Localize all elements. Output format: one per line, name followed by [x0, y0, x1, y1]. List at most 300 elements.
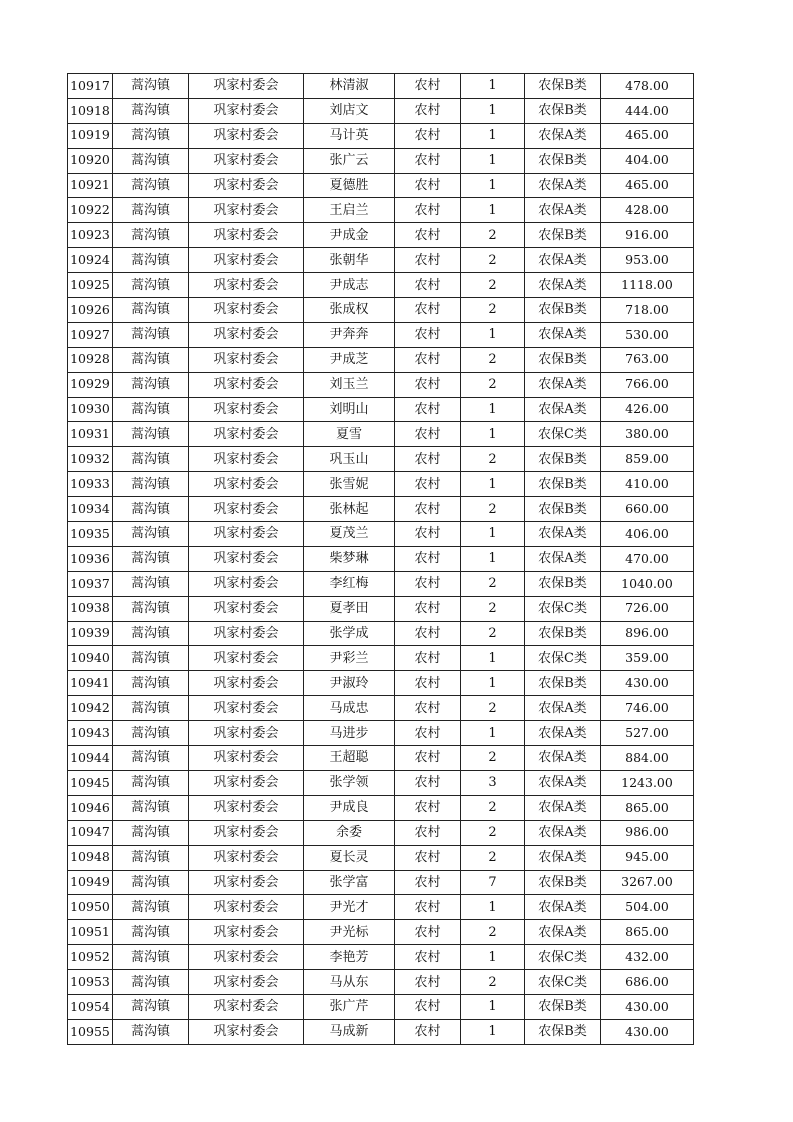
amount-cell: 3267.00 [601, 870, 694, 895]
village-committee-cell: 巩家村委会 [189, 596, 304, 621]
person-name-cell: 王启兰 [304, 198, 395, 223]
village-committee-cell: 巩家村委会 [189, 546, 304, 571]
table-row [68, 173, 694, 198]
row-id-cell: 10937 [68, 571, 113, 596]
household-type-cell: 农村 [395, 870, 461, 895]
household-size-cell: 1 [461, 198, 525, 223]
household-type-cell: 农村 [395, 845, 461, 870]
household-size-cell: 2 [461, 571, 525, 596]
insurance-category-cell: 农保B类 [525, 994, 601, 1019]
insurance-category-cell: 农保C类 [525, 970, 601, 995]
person-name-cell: 张成权 [304, 298, 395, 323]
household-type-cell: 农村 [395, 422, 461, 447]
household-type-cell: 农村 [395, 74, 461, 99]
town-cell: 蒿沟镇 [113, 746, 189, 771]
amount-cell: 465.00 [601, 123, 694, 148]
household-type-cell: 农村 [395, 994, 461, 1019]
row-id-cell: 10953 [68, 970, 113, 995]
person-name-cell: 尹奔奔 [304, 322, 395, 347]
amount-cell: 426.00 [601, 397, 694, 422]
person-name-cell: 张学成 [304, 621, 395, 646]
town-cell: 蒿沟镇 [113, 497, 189, 522]
row-id-cell: 10946 [68, 795, 113, 820]
village-committee-cell: 巩家村委会 [189, 123, 304, 148]
amount-cell: 859.00 [601, 447, 694, 472]
table-row [68, 596, 694, 621]
person-name-cell: 马成新 [304, 1019, 395, 1044]
table-row [68, 994, 694, 1019]
household-type-cell: 农村 [395, 223, 461, 248]
insurance-category-cell: 农保A类 [525, 820, 601, 845]
table-row [68, 74, 694, 99]
town-cell: 蒿沟镇 [113, 770, 189, 795]
village-committee-cell: 巩家村委会 [189, 447, 304, 472]
table-row [68, 347, 694, 372]
row-id-cell: 10949 [68, 870, 113, 895]
row-id-cell: 10936 [68, 546, 113, 571]
household-size-cell: 1 [461, 522, 525, 547]
town-cell: 蒿沟镇 [113, 721, 189, 746]
town-cell: 蒿沟镇 [113, 322, 189, 347]
town-cell: 蒿沟镇 [113, 820, 189, 845]
town-cell: 蒿沟镇 [113, 372, 189, 397]
amount-cell: 504.00 [601, 895, 694, 920]
town-cell: 蒿沟镇 [113, 970, 189, 995]
village-committee-cell: 巩家村委会 [189, 422, 304, 447]
household-type-cell: 农村 [395, 372, 461, 397]
village-committee-cell: 巩家村委会 [189, 571, 304, 596]
insurance-category-cell: 农保B类 [525, 621, 601, 646]
row-id-cell: 10938 [68, 596, 113, 621]
amount-cell: 746.00 [601, 696, 694, 721]
table-row [68, 223, 694, 248]
person-name-cell: 尹成良 [304, 795, 395, 820]
person-name-cell: 尹淑玲 [304, 671, 395, 696]
person-name-cell: 刘玉兰 [304, 372, 395, 397]
amount-cell: 430.00 [601, 1019, 694, 1044]
person-name-cell: 林清淑 [304, 74, 395, 99]
town-cell: 蒿沟镇 [113, 148, 189, 173]
row-id-cell: 10926 [68, 298, 113, 323]
household-type-cell: 农村 [395, 621, 461, 646]
insurance-category-cell: 农保A类 [525, 795, 601, 820]
person-name-cell: 马成忠 [304, 696, 395, 721]
row-id-cell: 10924 [68, 248, 113, 273]
person-name-cell: 张朝华 [304, 248, 395, 273]
household-type-cell: 农村 [395, 98, 461, 123]
row-id-cell: 10931 [68, 422, 113, 447]
table-row [68, 546, 694, 571]
town-cell: 蒿沟镇 [113, 795, 189, 820]
table-row [68, 696, 694, 721]
village-committee-cell: 巩家村委会 [189, 273, 304, 298]
household-size-cell: 1 [461, 98, 525, 123]
person-name-cell: 张学领 [304, 770, 395, 795]
row-id-cell: 10947 [68, 820, 113, 845]
village-committee-cell: 巩家村委会 [189, 372, 304, 397]
table-row [68, 770, 694, 795]
table-row [68, 945, 694, 970]
village-committee-cell: 巩家村委会 [189, 472, 304, 497]
household-size-cell: 1 [461, 148, 525, 173]
household-size-cell: 2 [461, 248, 525, 273]
person-name-cell: 夏孝田 [304, 596, 395, 621]
row-id-cell: 10934 [68, 497, 113, 522]
village-committee-cell: 巩家村委会 [189, 820, 304, 845]
table-row [68, 123, 694, 148]
person-name-cell: 张广芹 [304, 994, 395, 1019]
household-type-cell: 农村 [395, 447, 461, 472]
amount-cell: 1243.00 [601, 770, 694, 795]
insurance-category-cell: 农保A类 [525, 920, 601, 945]
household-type-cell: 农村 [395, 123, 461, 148]
table-row [68, 895, 694, 920]
town-cell: 蒿沟镇 [113, 198, 189, 223]
table-row [68, 447, 694, 472]
row-id-cell: 10932 [68, 447, 113, 472]
village-committee-cell: 巩家村委会 [189, 298, 304, 323]
household-type-cell: 农村 [395, 273, 461, 298]
person-name-cell: 刘店文 [304, 98, 395, 123]
village-committee-cell: 巩家村委会 [189, 347, 304, 372]
table-row [68, 298, 694, 323]
person-name-cell: 刘明山 [304, 397, 395, 422]
amount-cell: 430.00 [601, 994, 694, 1019]
table-row [68, 273, 694, 298]
village-committee-cell: 巩家村委会 [189, 248, 304, 273]
village-committee-cell: 巩家村委会 [189, 994, 304, 1019]
household-size-cell: 1 [461, 74, 525, 99]
row-id-cell: 10933 [68, 472, 113, 497]
row-id-cell: 10942 [68, 696, 113, 721]
town-cell: 蒿沟镇 [113, 74, 189, 99]
table-row [68, 970, 694, 995]
amount-cell: 945.00 [601, 845, 694, 870]
household-type-cell: 农村 [395, 298, 461, 323]
person-name-cell: 马进步 [304, 721, 395, 746]
household-size-cell: 2 [461, 372, 525, 397]
amount-cell: 410.00 [601, 472, 694, 497]
insurance-category-cell: 农保A类 [525, 273, 601, 298]
row-id-cell: 10935 [68, 522, 113, 547]
amount-cell: 404.00 [601, 148, 694, 173]
household-size-cell: 2 [461, 795, 525, 820]
person-name-cell: 尹光标 [304, 920, 395, 945]
table-row [68, 148, 694, 173]
household-type-cell: 农村 [395, 148, 461, 173]
town-cell: 蒿沟镇 [113, 1019, 189, 1044]
row-id-cell: 10940 [68, 646, 113, 671]
amount-cell: 465.00 [601, 173, 694, 198]
insurance-category-cell: 农保B类 [525, 571, 601, 596]
person-name-cell: 夏德胜 [304, 173, 395, 198]
village-committee-cell: 巩家村委会 [189, 322, 304, 347]
person-name-cell: 李红梅 [304, 571, 395, 596]
village-committee-cell: 巩家村委会 [189, 74, 304, 99]
insurance-category-cell: 农保A类 [525, 372, 601, 397]
insurance-category-cell: 农保B类 [525, 870, 601, 895]
amount-cell: 428.00 [601, 198, 694, 223]
household-size-cell: 2 [461, 696, 525, 721]
row-id-cell: 10928 [68, 347, 113, 372]
household-size-cell: 1 [461, 173, 525, 198]
household-type-cell: 农村 [395, 198, 461, 223]
row-id-cell: 10952 [68, 945, 113, 970]
insurance-category-cell: 农保A类 [525, 721, 601, 746]
household-size-cell: 2 [461, 820, 525, 845]
village-committee-cell: 巩家村委会 [189, 721, 304, 746]
insurance-category-cell: 农保A类 [525, 696, 601, 721]
town-cell: 蒿沟镇 [113, 522, 189, 547]
insurance-category-cell: 农保B类 [525, 497, 601, 522]
amount-cell: 916.00 [601, 223, 694, 248]
insurance-category-cell: 农保A类 [525, 845, 601, 870]
beneficiary-table [67, 73, 694, 1045]
amount-cell: 530.00 [601, 322, 694, 347]
person-name-cell: 夏雪 [304, 422, 395, 447]
table-row [68, 422, 694, 447]
table-row [68, 98, 694, 123]
household-type-cell: 农村 [395, 173, 461, 198]
row-id-cell: 10944 [68, 746, 113, 771]
insurance-category-cell: 农保B类 [525, 74, 601, 99]
amount-cell: 527.00 [601, 721, 694, 746]
household-type-cell: 农村 [395, 546, 461, 571]
row-id-cell: 10929 [68, 372, 113, 397]
town-cell: 蒿沟镇 [113, 472, 189, 497]
village-committee-cell: 巩家村委会 [189, 970, 304, 995]
household-size-cell: 1 [461, 1019, 525, 1044]
person-name-cell: 王超聪 [304, 746, 395, 771]
table-row [68, 248, 694, 273]
amount-cell: 1040.00 [601, 571, 694, 596]
person-name-cell: 夏长灵 [304, 845, 395, 870]
insurance-category-cell: 农保A类 [525, 123, 601, 148]
household-type-cell: 农村 [395, 770, 461, 795]
amount-cell: 432.00 [601, 945, 694, 970]
insurance-category-cell: 农保A类 [525, 895, 601, 920]
insurance-category-cell: 农保A类 [525, 397, 601, 422]
table-row [68, 920, 694, 945]
amount-cell: 359.00 [601, 646, 694, 671]
town-cell: 蒿沟镇 [113, 571, 189, 596]
person-name-cell: 李艳芳 [304, 945, 395, 970]
household-size-cell: 2 [461, 447, 525, 472]
household-size-cell: 1 [461, 646, 525, 671]
town-cell: 蒿沟镇 [113, 447, 189, 472]
town-cell: 蒿沟镇 [113, 546, 189, 571]
town-cell: 蒿沟镇 [113, 173, 189, 198]
person-name-cell: 尹彩兰 [304, 646, 395, 671]
household-type-cell: 农村 [395, 820, 461, 845]
amount-cell: 986.00 [601, 820, 694, 845]
table-row [68, 870, 694, 895]
table-row [68, 795, 694, 820]
table-row [68, 372, 694, 397]
amount-cell: 884.00 [601, 746, 694, 771]
town-cell: 蒿沟镇 [113, 223, 189, 248]
insurance-category-cell: 农保B类 [525, 148, 601, 173]
town-cell: 蒿沟镇 [113, 347, 189, 372]
row-id-cell: 10930 [68, 397, 113, 422]
table-row [68, 721, 694, 746]
village-committee-cell: 巩家村委会 [189, 98, 304, 123]
person-name-cell: 马从东 [304, 970, 395, 995]
amount-cell: 660.00 [601, 497, 694, 522]
insurance-category-cell: 农保A类 [525, 546, 601, 571]
town-cell: 蒿沟镇 [113, 273, 189, 298]
town-cell: 蒿沟镇 [113, 895, 189, 920]
insurance-category-cell: 农保C类 [525, 422, 601, 447]
village-committee-cell: 巩家村委会 [189, 148, 304, 173]
household-size-cell: 3 [461, 770, 525, 795]
village-committee-cell: 巩家村委会 [189, 646, 304, 671]
row-id-cell: 10927 [68, 322, 113, 347]
amount-cell: 686.00 [601, 970, 694, 995]
household-size-cell: 2 [461, 596, 525, 621]
insurance-category-cell: 农保A类 [525, 746, 601, 771]
insurance-category-cell: 农保A类 [525, 248, 601, 273]
table-row [68, 522, 694, 547]
insurance-category-cell: 农保B类 [525, 472, 601, 497]
household-type-cell: 农村 [395, 347, 461, 372]
amount-cell: 718.00 [601, 298, 694, 323]
table-body [68, 74, 694, 1045]
household-type-cell: 农村 [395, 646, 461, 671]
household-size-cell: 1 [461, 422, 525, 447]
village-committee-cell: 巩家村委会 [189, 1019, 304, 1044]
town-cell: 蒿沟镇 [113, 123, 189, 148]
village-committee-cell: 巩家村委会 [189, 173, 304, 198]
amount-cell: 1118.00 [601, 273, 694, 298]
household-size-cell: 7 [461, 870, 525, 895]
person-name-cell: 巩玉山 [304, 447, 395, 472]
table-row [68, 472, 694, 497]
row-id-cell: 10948 [68, 845, 113, 870]
table-row [68, 621, 694, 646]
person-name-cell: 夏茂兰 [304, 522, 395, 547]
household-type-cell: 农村 [395, 895, 461, 920]
town-cell: 蒿沟镇 [113, 422, 189, 447]
person-name-cell: 张林起 [304, 497, 395, 522]
insurance-category-cell: 农保B类 [525, 298, 601, 323]
household-size-cell: 1 [461, 322, 525, 347]
person-name-cell: 柴梦琳 [304, 546, 395, 571]
table-row [68, 571, 694, 596]
row-id-cell: 10922 [68, 198, 113, 223]
table-row [68, 497, 694, 522]
household-size-cell: 1 [461, 945, 525, 970]
row-id-cell: 10954 [68, 994, 113, 1019]
row-id-cell: 10950 [68, 895, 113, 920]
insurance-category-cell: 农保A类 [525, 770, 601, 795]
household-type-cell: 农村 [395, 472, 461, 497]
household-size-cell: 1 [461, 123, 525, 148]
household-size-cell: 1 [461, 721, 525, 746]
household-size-cell: 2 [461, 347, 525, 372]
household-size-cell: 2 [461, 497, 525, 522]
town-cell: 蒿沟镇 [113, 920, 189, 945]
household-size-cell: 2 [461, 273, 525, 298]
town-cell: 蒿沟镇 [113, 696, 189, 721]
person-name-cell: 尹成金 [304, 223, 395, 248]
row-id-cell: 10955 [68, 1019, 113, 1044]
row-id-cell: 10925 [68, 273, 113, 298]
household-size-cell: 1 [461, 895, 525, 920]
household-type-cell: 农村 [395, 322, 461, 347]
row-id-cell: 10920 [68, 148, 113, 173]
person-name-cell: 余委 [304, 820, 395, 845]
insurance-category-cell: 农保C类 [525, 596, 601, 621]
household-size-cell: 2 [461, 223, 525, 248]
village-committee-cell: 巩家村委会 [189, 671, 304, 696]
village-committee-cell: 巩家村委会 [189, 795, 304, 820]
amount-cell: 766.00 [601, 372, 694, 397]
person-name-cell: 尹成志 [304, 273, 395, 298]
insurance-category-cell: 农保A类 [525, 322, 601, 347]
row-id-cell: 10917 [68, 74, 113, 99]
insurance-category-cell: 农保B类 [525, 1019, 601, 1044]
person-name-cell: 马计英 [304, 123, 395, 148]
row-id-cell: 10941 [68, 671, 113, 696]
row-id-cell: 10951 [68, 920, 113, 945]
amount-cell: 444.00 [601, 98, 694, 123]
table-row [68, 1019, 694, 1044]
amount-cell: 763.00 [601, 347, 694, 372]
household-type-cell: 农村 [395, 596, 461, 621]
village-committee-cell: 巩家村委会 [189, 746, 304, 771]
household-type-cell: 农村 [395, 746, 461, 771]
household-size-cell: 2 [461, 845, 525, 870]
town-cell: 蒿沟镇 [113, 845, 189, 870]
town-cell: 蒿沟镇 [113, 397, 189, 422]
household-size-cell: 1 [461, 546, 525, 571]
household-type-cell: 农村 [395, 522, 461, 547]
insurance-category-cell: 农保C类 [525, 945, 601, 970]
household-type-cell: 农村 [395, 671, 461, 696]
amount-cell: 380.00 [601, 422, 694, 447]
household-type-cell: 农村 [395, 721, 461, 746]
village-committee-cell: 巩家村委会 [189, 945, 304, 970]
village-committee-cell: 巩家村委会 [189, 621, 304, 646]
person-name-cell: 张雪妮 [304, 472, 395, 497]
town-cell: 蒿沟镇 [113, 671, 189, 696]
household-type-cell: 农村 [395, 1019, 461, 1044]
household-size-cell: 1 [461, 994, 525, 1019]
insurance-category-cell: 农保C类 [525, 646, 601, 671]
village-committee-cell: 巩家村委会 [189, 770, 304, 795]
amount-cell: 478.00 [601, 74, 694, 99]
village-committee-cell: 巩家村委会 [189, 397, 304, 422]
person-name-cell: 尹成芝 [304, 347, 395, 372]
household-size-cell: 2 [461, 920, 525, 945]
village-committee-cell: 巩家村委会 [189, 845, 304, 870]
amount-cell: 470.00 [601, 546, 694, 571]
row-id-cell: 10923 [68, 223, 113, 248]
household-type-cell: 农村 [395, 970, 461, 995]
village-committee-cell: 巩家村委会 [189, 696, 304, 721]
table-row [68, 397, 694, 422]
town-cell: 蒿沟镇 [113, 596, 189, 621]
village-committee-cell: 巩家村委会 [189, 920, 304, 945]
table-row [68, 198, 694, 223]
insurance-category-cell: 农保A类 [525, 173, 601, 198]
person-name-cell: 张学富 [304, 870, 395, 895]
household-size-cell: 1 [461, 397, 525, 422]
town-cell: 蒿沟镇 [113, 646, 189, 671]
household-type-cell: 农村 [395, 945, 461, 970]
village-committee-cell: 巩家村委会 [189, 198, 304, 223]
